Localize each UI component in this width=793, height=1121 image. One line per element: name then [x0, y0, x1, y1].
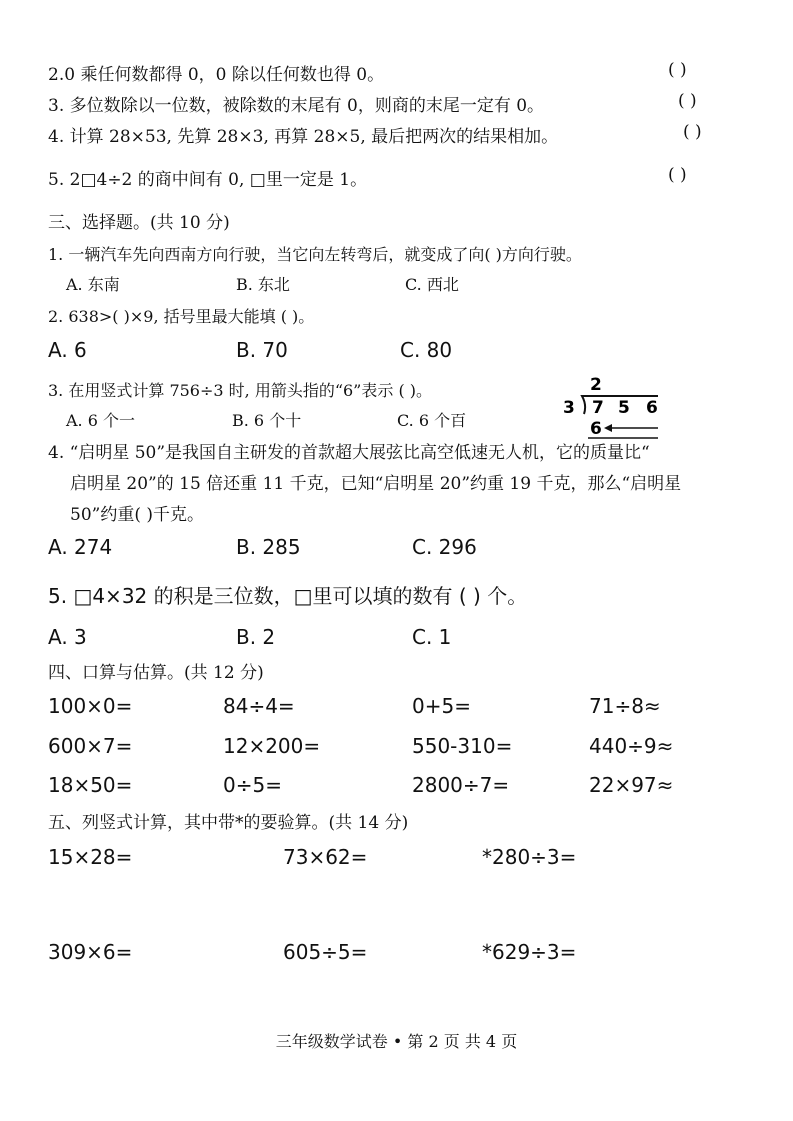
- answer-paren-3[interactable]: ( ): [678, 91, 697, 111]
- oral-problem: 18×50=: [48, 773, 133, 797]
- oral-problem: 0÷5=: [223, 773, 282, 797]
- section-heading-vertical: 五、列竖式计算，其中带*的要验算。(共 14 分): [48, 813, 409, 833]
- choice-q3-option-b[interactable]: B. 6 个十: [232, 411, 302, 430]
- choice-q4-option-b[interactable]: B. 285: [236, 535, 301, 559]
- vertical-problem: 73×62=: [283, 845, 368, 869]
- choice-q2-option-c[interactable]: C. 80: [400, 338, 453, 362]
- arrow-head-icon: [604, 424, 612, 432]
- choice-q1-stem: 1. 一辆汽车先向西南方向行驶，当它向左转弯后，就变成了向( )方向行驶。: [48, 245, 582, 264]
- choice-q4-line1: 4. “启明星 50”是我国自主研发的首款超大展弦比高空低速无人机，它的质量比“: [48, 443, 650, 463]
- vertical-problem: 309×6=: [48, 940, 133, 964]
- oral-problem: 84÷4=: [223, 694, 295, 718]
- long-division-figure: [560, 370, 670, 440]
- judgment-item-5: 5. 2□4÷2 的商中间有 0, □里一定是 1。: [48, 170, 368, 190]
- choice-q4-line3: 50”约重( )千克。: [70, 505, 204, 525]
- vertical-problem: 15×28=: [48, 845, 133, 869]
- answer-paren-2[interactable]: ( ): [668, 60, 687, 80]
- choice-q4-option-c[interactable]: C. 296: [412, 535, 477, 559]
- oral-problem: 0+5=: [412, 694, 471, 718]
- answer-paren-4[interactable]: ( ): [683, 122, 702, 142]
- product-digit: 6: [590, 419, 602, 439]
- vertical-problem: *280÷3=: [482, 845, 577, 869]
- oral-problem: 2800÷7=: [412, 773, 510, 797]
- vertical-problem: *629÷3=: [482, 940, 577, 964]
- dividend-digit-2: 5: [618, 398, 630, 418]
- oral-problem: 600×7=: [48, 734, 133, 758]
- oral-problem: 12×200=: [223, 734, 321, 758]
- oral-problem: 71÷8≈: [589, 694, 661, 718]
- judgment-item-4: 4. 计算 28×53, 先算 28×3, 再算 28×5, 最后把两次的结果相加。: [48, 127, 559, 147]
- vertical-problem: 605÷5=: [283, 940, 368, 964]
- section-heading-choice: 三、选择题。(共 10 分): [48, 213, 230, 233]
- quotient-digit: 2: [590, 375, 602, 395]
- oral-problem: 22×97≈: [589, 773, 674, 797]
- dividend-digit-1: 7: [592, 398, 604, 418]
- answer-paren-5[interactable]: ( ): [668, 165, 687, 185]
- choice-q5-option-a[interactable]: A. 3: [48, 625, 87, 649]
- oral-problem: 550-310=: [412, 734, 513, 758]
- section-heading-oral: 四、口算与估算。(共 12 分): [48, 663, 264, 683]
- judgment-item-3: 3. 多位数除以一位数，被除数的末尾有 0，则商的末尾一定有 0。: [48, 96, 545, 116]
- choice-q2-option-b[interactable]: B. 70: [236, 338, 288, 362]
- judgment-item-2: 2.0 乘任何数都得 0，0 除以任何数也得 0。: [48, 65, 385, 85]
- oral-problem: 100×0=: [48, 694, 133, 718]
- choice-q3-option-c[interactable]: C. 6 个百: [397, 411, 467, 430]
- dividend-digit-3: 6: [646, 398, 658, 418]
- choice-q1-option-a[interactable]: A. 东南: [66, 275, 120, 294]
- choice-q2-stem: 2. 638>( )×9, 括号里最大能填 ( )。: [48, 307, 315, 326]
- page-footer: 三年级数学试卷 • 第 2 页 共 4 页: [275, 1032, 518, 1051]
- choice-q2-option-a[interactable]: A. 6: [48, 338, 87, 362]
- divisor-digit: 3: [563, 398, 575, 418]
- choice-q5-stem: 5. □4×32 的积是三位数，□里可以填的数有 ( ) 个。: [48, 584, 528, 608]
- choice-q1-option-b[interactable]: B. 东北: [236, 275, 290, 294]
- choice-q4-option-a[interactable]: A. 274: [48, 535, 113, 559]
- choice-q4-line2: 启明星 20”的 15 倍还重 11 千克，已知“启明星 20”约重 19 千克，那么“启明星: [70, 474, 682, 494]
- choice-q1-option-c[interactable]: C. 西北: [405, 275, 459, 294]
- choice-q3-option-a[interactable]: A. 6 个一: [66, 411, 135, 430]
- choice-q5-option-b[interactable]: B. 2: [236, 625, 276, 649]
- choice-q3-stem: 3. 在用竖式计算 756÷3 时, 用箭头指的“6”表示 ( )。: [48, 381, 433, 400]
- choice-q5-option-c[interactable]: C. 1: [412, 625, 452, 649]
- oral-problem: 440÷9≈: [589, 734, 674, 758]
